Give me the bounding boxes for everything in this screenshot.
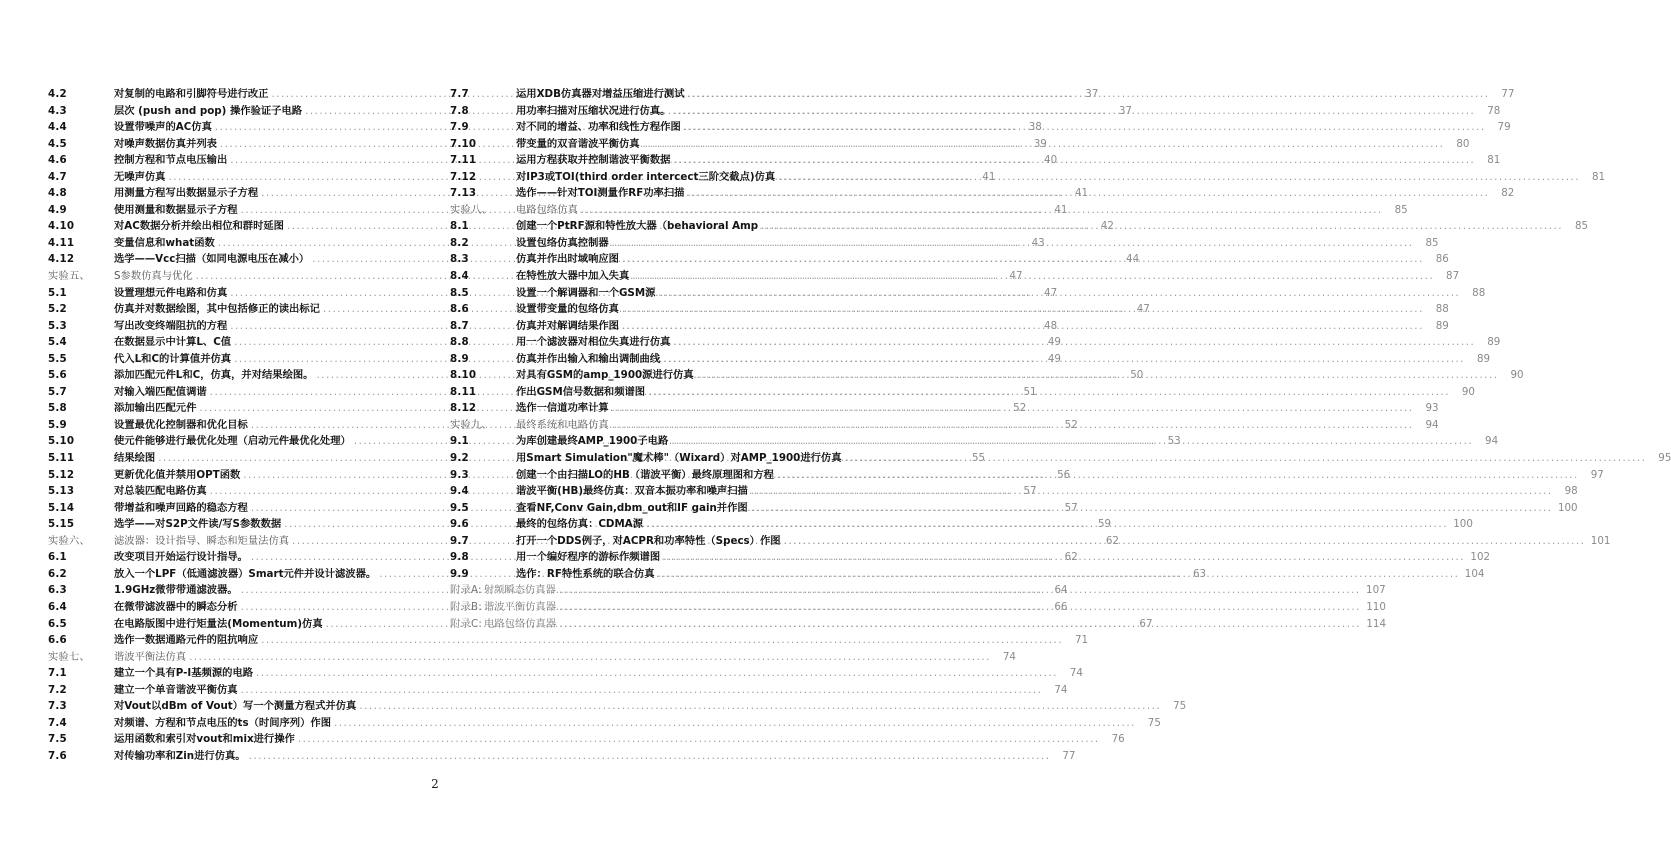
toc-entry-page: 67 bbox=[1139, 617, 1153, 630]
toc-entry-page: 85 bbox=[1574, 220, 1589, 233]
toc-entry-title: 对IP3或TOI(third order intercect三阶交截点)仿真 bbox=[516, 170, 776, 183]
toc-entry-number: 5.8 bbox=[48, 402, 67, 415]
dot-leader bbox=[632, 268, 1434, 285]
toc-entry-page: 81 bbox=[1487, 154, 1501, 167]
toc-entry-number: 8.1 bbox=[450, 220, 469, 233]
toc-entry-title: S参数仿真与优化 bbox=[114, 270, 193, 283]
toc-entry-title: 射频瞬态仿真器 bbox=[483, 584, 556, 597]
toc-entry-title: 创建一个由扫描LO的HB（谐波平衡）最终原理图和方程 bbox=[516, 468, 774, 481]
toc-entry-number: 7.11 bbox=[450, 154, 477, 167]
toc-entry-title: 对具有GSM的amp_1900源进行仿真 bbox=[516, 369, 694, 382]
toc-entry-page: 94 bbox=[1425, 418, 1439, 431]
dot-leader bbox=[612, 417, 1414, 434]
toc-entry-page: 89 bbox=[1435, 319, 1449, 332]
toc-entry-title: 对输入端匹配值调谐 bbox=[114, 385, 207, 398]
dot-leader bbox=[643, 136, 1445, 153]
toc-entry-title: 对不同的增益、功率和线性方程作图 bbox=[516, 121, 681, 134]
toc-entry bbox=[48, 632, 1089, 649]
toc-entry-title: 运用函数和索引对vout和mix进行操作 bbox=[114, 733, 295, 746]
toc-entry-number: 6.2 bbox=[48, 567, 67, 580]
toc-entry-page: 77 bbox=[1062, 749, 1076, 762]
toc-entry-page: 40 bbox=[1044, 154, 1058, 167]
toc-entry-number: 5.13 bbox=[48, 485, 75, 498]
toc-entry-number: 6.6 bbox=[48, 634, 67, 647]
toc-entry-page: 62 bbox=[1064, 551, 1078, 564]
toc-entry-title: 运用XDB仿真器对增益压缩进行测试 bbox=[516, 88, 685, 100]
toc-entry-page: 77 bbox=[1501, 88, 1515, 100]
toc-entry-page: 44 bbox=[1126, 253, 1140, 266]
toc-entry-number: 7.9 bbox=[450, 121, 469, 134]
toc-entry-title: 对AC数据分析并绘出相位和群时延图 bbox=[114, 220, 284, 233]
toc-entry-title: 设置理想元件电路和仿真 bbox=[114, 286, 228, 299]
dot-leader bbox=[249, 748, 1051, 765]
toc-entry-number: 8.9 bbox=[450, 352, 469, 365]
toc-entry-page: 74 bbox=[1002, 650, 1016, 663]
toc-entry-page: 100 bbox=[1557, 501, 1578, 514]
dot-leader bbox=[612, 400, 1414, 417]
toc-entry-page: 52 bbox=[1064, 418, 1078, 431]
toc-entry-title: 打开一个DDS例子，对ACPR和功率特性（Specs）作图 bbox=[516, 534, 781, 547]
toc-entry-page: 53 bbox=[1167, 435, 1181, 448]
toc-entry-title: 用功率扫描对压缩状况进行仿真。 bbox=[516, 104, 671, 117]
toc-entry-title: 1.9GHz微带带通滤波器。 bbox=[114, 584, 238, 597]
toc-entry-number: 附录B: bbox=[450, 600, 482, 613]
toc-entry-page: 49 bbox=[1047, 352, 1061, 365]
toc-entry-title: 仿真并作出输入和输出调制曲线 bbox=[516, 352, 661, 365]
toc-entry-title: 对频谱、方程和节点电压的ts（时间序列）作图 bbox=[114, 716, 331, 729]
toc-entry-number: 6.5 bbox=[48, 617, 67, 630]
toc-entry-title: 对传输功率和Zin进行仿真。 bbox=[114, 749, 246, 762]
toc-entry-title: 最终的包络仿真：CDMA源 bbox=[516, 518, 643, 531]
toc-entry-page: 55 bbox=[971, 452, 986, 465]
toc-entry-page: 90 bbox=[1461, 385, 1475, 398]
toc-entry-number: 8.12 bbox=[450, 402, 477, 415]
dot-leader bbox=[559, 599, 1361, 616]
toc-entry-title: 在数据显示中计算L、C值 bbox=[114, 336, 232, 349]
dot-leader bbox=[688, 86, 1490, 103]
toc-entry-title: 设置包络仿真控制器 bbox=[516, 236, 609, 249]
dot-leader bbox=[261, 632, 1063, 649]
dot-leader bbox=[559, 582, 1361, 599]
toc-entry-number: 9.4 bbox=[450, 485, 469, 498]
toc-entry-title: 添加输出匹配元件 bbox=[114, 402, 197, 415]
toc-entry-page: 66 bbox=[1054, 600, 1068, 613]
dot-leader bbox=[189, 649, 991, 666]
toc-entry-number: 5.2 bbox=[48, 303, 67, 316]
page-number: 2 bbox=[431, 777, 439, 791]
toc-entry-page: 38 bbox=[1028, 121, 1042, 134]
toc-entry-number: 5.5 bbox=[48, 352, 67, 365]
toc-entry-number: 8.2 bbox=[450, 236, 469, 249]
toc-entry-title: 选学——对S2P文件读/写S参数数据 bbox=[114, 518, 282, 531]
toc-entry-page: 97 bbox=[1590, 468, 1604, 481]
toc-entry-number: 附录C: bbox=[450, 617, 483, 630]
dot-leader bbox=[241, 682, 1043, 699]
toc-entry-page: 37 bbox=[1118, 104, 1132, 117]
dot-leader bbox=[784, 533, 1586, 550]
toc-entry-page: 48 bbox=[1044, 319, 1058, 332]
toc-entry-title: 更新优化值并禁用OPT函数 bbox=[114, 468, 241, 481]
toc-entry-title: 查看NF,Conv Gain,dbm_out和IF gain并作图 bbox=[516, 501, 748, 514]
toc-entry-page: 51 bbox=[1023, 385, 1037, 398]
dot-leader bbox=[663, 351, 1465, 368]
toc-entry-page: 85 bbox=[1425, 236, 1439, 249]
toc-entry-page: 81 bbox=[1591, 170, 1606, 183]
toc-entry-title: 放入一个LPF（低通滤波器）Smart元件并设计滤波器。 bbox=[114, 567, 377, 580]
toc-entry-number: 4.6 bbox=[48, 154, 67, 167]
toc-entry-number: 9.9 bbox=[450, 567, 469, 580]
toc-entry-page: 94 bbox=[1485, 435, 1499, 448]
toc-entry-page: 42 bbox=[1100, 220, 1114, 233]
dot-leader bbox=[751, 483, 1553, 500]
toc-entry-title: 在特性放大器中加入失真 bbox=[516, 270, 630, 283]
toc-entry-number: 7.5 bbox=[48, 733, 67, 746]
toc-entry-title: 电路包络仿真 bbox=[516, 203, 578, 216]
toc-entry-number: 9.7 bbox=[450, 534, 469, 547]
toc-entry-title: 谐波平衡(HB)最终仿真：双音本振功率和噪声扫描 bbox=[516, 485, 748, 498]
toc-entry-number: 5.10 bbox=[48, 435, 75, 448]
toc-entry-number: 5.4 bbox=[48, 336, 67, 349]
toc-entry-title: 无噪声仿真 bbox=[114, 170, 166, 183]
toc-entry-page: 71 bbox=[1074, 634, 1089, 647]
dot-leader bbox=[684, 119, 1486, 136]
toc-entry-page: 59 bbox=[1097, 518, 1112, 531]
toc-entry-page: 41 bbox=[1054, 203, 1068, 216]
toc-entry-number: 5.1 bbox=[48, 286, 67, 299]
toc-entry-title: 设置带噪声的AC仿真 bbox=[114, 121, 212, 134]
dot-leader bbox=[687, 185, 1489, 202]
toc-entry-page: 110 bbox=[1366, 600, 1386, 613]
dot-leader bbox=[673, 152, 1475, 169]
toc-entry-number: 6.3 bbox=[48, 584, 67, 597]
toc-entry-number: 8.11 bbox=[450, 385, 477, 398]
toc-entry-number: 8.6 bbox=[450, 303, 469, 316]
toc-entry-title: 层次 (push and pop) 操作验证子电路 bbox=[114, 104, 303, 117]
dot-leader bbox=[622, 318, 1424, 335]
dot-leader bbox=[646, 516, 1448, 533]
toc-entry-page: 79 bbox=[1497, 121, 1511, 134]
dot-leader bbox=[671, 433, 1473, 450]
dot-leader bbox=[673, 334, 1475, 351]
dot-leader bbox=[761, 218, 1563, 235]
toc-entry-page: 89 bbox=[1487, 336, 1501, 349]
toc-entry bbox=[48, 682, 1068, 699]
toc-entry-title: 设置带变量的包络仿真 bbox=[516, 303, 619, 316]
toc-entry-title: 谐波平衡法仿真 bbox=[114, 650, 187, 663]
toc-entry-title: 对总装匹配电路仿真 bbox=[114, 485, 207, 498]
toc-entry-page: 62 bbox=[1105, 534, 1119, 547]
toc-entry-page: 63 bbox=[1192, 567, 1207, 580]
toc-entry-title: 设置最优化控制器和优化目标 bbox=[114, 418, 248, 431]
toc-entry-page: 75 bbox=[1147, 716, 1161, 729]
toc-entry-number: 7.10 bbox=[450, 137, 477, 150]
toc-entry-title: 最终系统和电路仿真 bbox=[516, 418, 609, 431]
toc-entry-page: 95 bbox=[1658, 452, 1671, 465]
toc-entry-number: 9.5 bbox=[450, 501, 469, 514]
toc-entry bbox=[48, 748, 1076, 765]
toc-entry-title: 在电路版图中进行矩量法(Momentum)仿真 bbox=[114, 617, 323, 630]
toc-entry-page: 114 bbox=[1366, 617, 1387, 630]
toc-entry-title: 设置一个解调器和一个GSM源 bbox=[516, 286, 656, 299]
toc-entry-page: 93 bbox=[1425, 402, 1439, 415]
toc-entry bbox=[48, 698, 1187, 715]
toc-entry-title: 用测量方程写出数据显示子方程 bbox=[114, 187, 259, 200]
toc-entry-title: 选学——Vcc扫描（如同电源电压在减小） bbox=[114, 253, 310, 266]
dot-leader bbox=[256, 665, 1058, 682]
toc-entry-title: 选作——针对TOI测量作RF功率扫描 bbox=[516, 187, 685, 200]
toc-entry-number: 实验六、 bbox=[48, 534, 90, 547]
toc-entry-page: 39 bbox=[1033, 137, 1047, 150]
toc-entry-page: 37 bbox=[1085, 88, 1099, 100]
toc-entry-page: 47 bbox=[1044, 286, 1058, 299]
toc-entry-page: 85 bbox=[1394, 203, 1408, 216]
toc-entry-title: 带增益和噪声回路的稳态方程 bbox=[114, 501, 248, 514]
toc-entry-number: 9.3 bbox=[450, 468, 469, 481]
toc-entry-page: 50 bbox=[1130, 369, 1144, 382]
toc-entry-title: 仿真并作出时域响应图 bbox=[516, 253, 619, 266]
toc-entry-title: 作出GSM信号数据和频谱图 bbox=[516, 385, 646, 398]
toc-entry-page: 64 bbox=[1054, 584, 1068, 597]
dot-leader bbox=[612, 235, 1414, 252]
toc-entry-number: 4.11 bbox=[48, 236, 75, 249]
toc-entry-number: 9.2 bbox=[450, 452, 469, 465]
toc-entry-title: 滤波器：设计指导、瞬态和矩量法仿真 bbox=[114, 534, 290, 547]
toc-entry-page: 107 bbox=[1366, 584, 1386, 597]
toc-entry-number: 8.3 bbox=[450, 253, 469, 266]
toc-entry-number: 4.9 bbox=[48, 203, 67, 216]
toc-entry-page: 75 bbox=[1173, 700, 1187, 713]
toc-entry-title: 在微带滤波器中的瞬态分析 bbox=[114, 600, 238, 613]
toc-entry-page: 80 bbox=[1456, 137, 1470, 150]
toc-entry bbox=[48, 715, 1161, 732]
toc-entry-number: 5.7 bbox=[48, 385, 67, 398]
toc-entry-number: 4.7 bbox=[48, 170, 67, 183]
dot-leader bbox=[658, 566, 1460, 583]
toc-entry-title: 用一个编好程序的游标作频谱图 bbox=[516, 551, 661, 564]
dot-leader bbox=[648, 384, 1450, 401]
dot-leader bbox=[559, 616, 1361, 633]
toc-entry-page: 98 bbox=[1564, 485, 1578, 498]
toc-entry-title: 控制方程和节点电压输出 bbox=[114, 154, 228, 167]
toc-entry-number: 8.4 bbox=[450, 270, 469, 283]
dot-leader bbox=[298, 731, 1100, 748]
toc-entry-title: 创建一个PtRF源和特性放大器（behavioral Amp bbox=[516, 220, 759, 233]
toc-entry bbox=[48, 731, 1125, 748]
toc-entry-number: 9.8 bbox=[450, 551, 469, 564]
dot-leader bbox=[658, 285, 1460, 302]
toc-entry-title: 仿真并对解调结果作图 bbox=[516, 319, 619, 332]
dot-leader bbox=[778, 169, 1580, 186]
toc-entry-title: 带变量的双音谐波平衡仿真 bbox=[516, 137, 640, 150]
toc-entry-number: 8.5 bbox=[450, 286, 469, 299]
toc-entry-number: 4.3 bbox=[48, 104, 67, 117]
toc-entry-number: 7.13 bbox=[450, 187, 477, 200]
dot-leader bbox=[359, 698, 1161, 715]
dot-leader bbox=[622, 301, 1424, 318]
toc-entry-title: 运用方程获取并控制谐波平衡数据 bbox=[516, 154, 671, 167]
toc-entry-number: 4.4 bbox=[48, 121, 67, 134]
toc-entry-number: 4.10 bbox=[48, 220, 75, 233]
toc-entry-title: 对Vout以dBm of Vout）写一个测量方程式并仿真 bbox=[114, 700, 357, 713]
dot-leader bbox=[581, 202, 1383, 219]
toc-entry-title: 电路包络仿真器 bbox=[484, 617, 557, 630]
toc-entry-title: 选作一数据通路元件的阻抗响应 bbox=[114, 634, 259, 647]
toc-entry-title: 使用测量和数据显示子方程 bbox=[114, 203, 238, 216]
toc-entry-number: 4.12 bbox=[48, 253, 75, 266]
toc-entry-number: 7.2 bbox=[48, 683, 67, 696]
toc-entry-number: 8.7 bbox=[450, 319, 469, 332]
dot-leader bbox=[673, 103, 1475, 120]
toc-entry-number: 5.11 bbox=[48, 452, 75, 465]
toc-entry-number: 5.14 bbox=[48, 501, 75, 514]
toc-entry-title: 为库创建最终AMP_1900子电路 bbox=[516, 435, 669, 448]
toc-entry-title: 选作一信道功率计算 bbox=[516, 402, 609, 415]
toc-entry-number: 7.1 bbox=[48, 667, 67, 680]
toc-entry-title: 建立一个具有P-I基频源的电路 bbox=[114, 667, 254, 680]
toc-entry-page: 57 bbox=[1064, 501, 1078, 514]
toc-entry-title: 对噪声数据仿真并列表 bbox=[114, 137, 217, 150]
toc-entry-number: 9.6 bbox=[450, 518, 469, 531]
toc-entry-page: 86 bbox=[1435, 253, 1449, 266]
toc-entry-number: 4.5 bbox=[48, 137, 67, 150]
toc-entry-page: 78 bbox=[1487, 104, 1501, 117]
dot-leader bbox=[751, 500, 1553, 517]
toc-entry-page: 74 bbox=[1054, 683, 1068, 696]
toc-entry-page: 41 bbox=[1074, 187, 1089, 200]
toc-entry-page: 41 bbox=[982, 170, 996, 183]
toc-entry-page: 43 bbox=[1031, 236, 1045, 249]
dot-leader bbox=[663, 549, 1465, 566]
toc-entry-number: 7.6 bbox=[48, 749, 67, 762]
dot-leader bbox=[777, 467, 1579, 484]
toc-entry-title: 仿真并对数据绘图，其中包括修正的读出标记 bbox=[114, 303, 320, 316]
toc-entry-title: 用Smart Simulation"魔术棒"（Wixard）对AMP_1900进行仿真 bbox=[516, 452, 842, 465]
toc-entry-title: 建立一个单音谐波平衡仿真 bbox=[114, 683, 238, 696]
toc-entry-number: 9.1 bbox=[450, 435, 469, 448]
toc-entry-page: 49 bbox=[1047, 336, 1061, 349]
toc-entry-page: 89 bbox=[1476, 352, 1491, 365]
toc-entry-number: 附录A: bbox=[450, 584, 482, 597]
toc-entry-page: 104 bbox=[1464, 567, 1485, 580]
toc-entry-title: 选作：RF特性系统的联合仿真 bbox=[516, 567, 655, 580]
toc-entry-page: 82 bbox=[1501, 187, 1515, 200]
toc-entry-title: 对复制的电路和引脚符号进行改正 bbox=[114, 88, 269, 100]
toc-chapter-entry bbox=[48, 649, 1016, 666]
toc-entry-page: 88 bbox=[1435, 303, 1449, 316]
toc-entry-title: 用一个滤波器对相位失真进行仿真 bbox=[516, 336, 671, 349]
toc-entry-number: 6.1 bbox=[48, 551, 67, 564]
toc-entry-number: 4.2 bbox=[48, 88, 67, 100]
toc-entry-number: 实验五、 bbox=[48, 270, 90, 283]
dot-leader bbox=[845, 450, 1647, 467]
toc-entry-title: 改变项目开始运行设计指导。 bbox=[114, 551, 248, 564]
toc-entry-page: 52 bbox=[1013, 402, 1027, 415]
toc-entry-title: 结果绘图 bbox=[114, 452, 156, 465]
toc-entry-title: 写出改变终端阻抗的方程 bbox=[114, 319, 228, 332]
toc-entry-number: 8.8 bbox=[450, 336, 469, 349]
toc-entry-number: 7.7 bbox=[450, 88, 469, 100]
toc-entry-title: 变量信息和what函数 bbox=[114, 236, 215, 249]
toc-entry-number: 5.15 bbox=[48, 518, 75, 531]
toc-entry-page: 47 bbox=[1136, 303, 1150, 316]
toc-entry-number: 7.4 bbox=[48, 716, 67, 729]
toc-entry-number: 7.3 bbox=[48, 700, 67, 713]
toc-entry-page: 47 bbox=[1009, 270, 1023, 283]
toc-entry-number: 4.8 bbox=[48, 187, 67, 200]
toc-entry-number: 7.8 bbox=[450, 104, 469, 117]
toc-entry-number: 5.6 bbox=[48, 369, 67, 382]
toc-entry-page: 74 bbox=[1069, 667, 1083, 680]
dot-leader bbox=[622, 251, 1424, 268]
toc-entry-page: 101 bbox=[1590, 534, 1611, 547]
toc-entry-page: 88 bbox=[1472, 286, 1486, 299]
toc-entry-number: 实验七、 bbox=[48, 650, 90, 663]
toc-entry-number: 5.3 bbox=[48, 319, 67, 332]
toc-entry-page: 76 bbox=[1111, 733, 1125, 746]
toc-entry-number: 5.9 bbox=[48, 418, 67, 431]
toc-entry-page: 57 bbox=[1023, 485, 1037, 498]
toc-entry-number: 6.4 bbox=[48, 600, 67, 613]
toc-entry bbox=[48, 665, 1083, 682]
dot-leader bbox=[334, 715, 1136, 732]
toc-entry-title: 代入L和C的计算值并仿真 bbox=[114, 352, 232, 365]
dot-leader bbox=[697, 367, 1499, 384]
toc-entry-page: 56 bbox=[1057, 468, 1071, 481]
toc-entry-page: 102 bbox=[1470, 551, 1491, 564]
toc-entry-number: 5.12 bbox=[48, 468, 75, 481]
toc-entry-page: 87 bbox=[1446, 270, 1460, 283]
toc-entry-number: 实验九、 bbox=[450, 418, 492, 431]
toc-entry-number: 实验八、 bbox=[450, 203, 492, 216]
toc-entry-title: 使元件能够进行最优化处理（启动元件最优化处理） bbox=[114, 435, 351, 448]
toc-entry-number: 7.12 bbox=[450, 170, 477, 183]
toc-entry-title: 谐波平衡仿真器 bbox=[483, 600, 557, 613]
toc-entry-number: 8.10 bbox=[450, 369, 477, 382]
toc-entry-title: 添加匹配元件L和C，仿真，并对结果绘图。 bbox=[114, 369, 314, 382]
toc-entry-page: 100 bbox=[1453, 518, 1473, 531]
toc-entry-page: 90 bbox=[1510, 369, 1524, 382]
